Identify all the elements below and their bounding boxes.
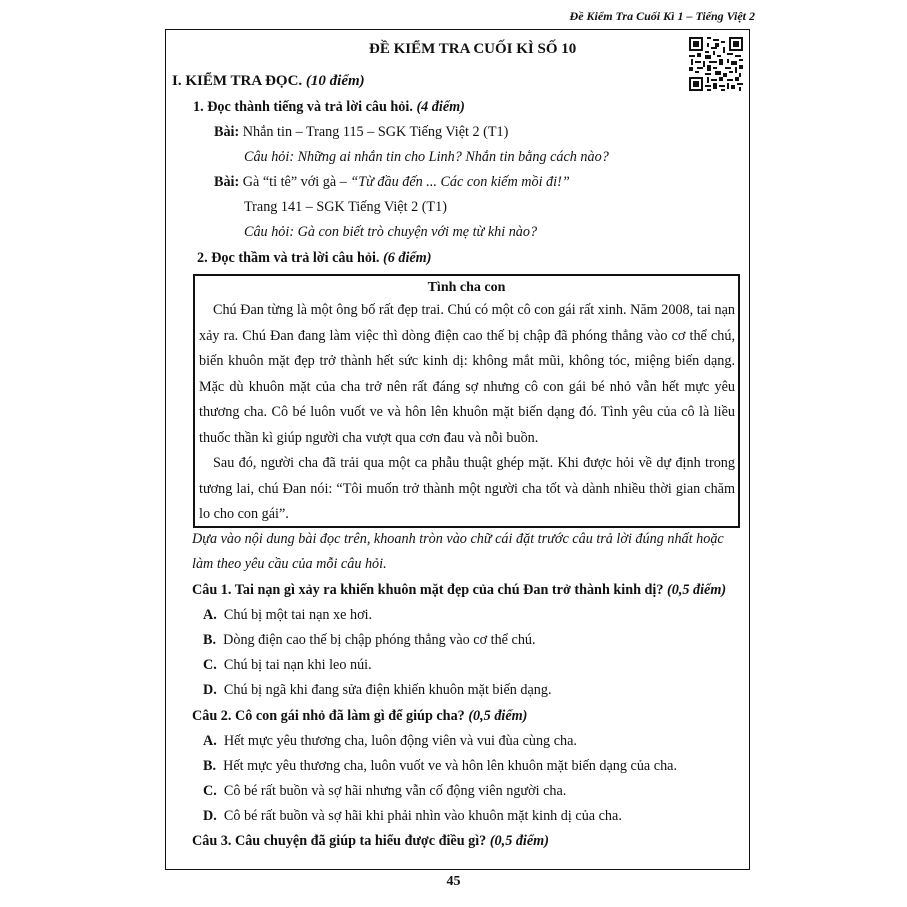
q1-option[interactable] — [203, 630, 536, 650]
option-text: Chú bị một tai nạn xe hơi. — [223, 607, 373, 623]
option-text: Hết mực yêu thương cha, luôn động viên và vui đùa cùng cha. — [223, 733, 577, 749]
option-text: Cô bé rất buồn và sợ hãi nhưng vẫn cố động viên người cha. — [223, 783, 567, 799]
part2-points: (6 điểm) — [382, 250, 432, 266]
option-text: Cô bé rất buồn và sợ hãi khi phải nhìn vào khuôn mặt kinh dị của cha. — [223, 808, 622, 824]
option-letter: D. — [203, 682, 217, 698]
q1-option[interactable] — [203, 605, 372, 625]
question-2-points: (0,5 điểm) — [468, 708, 528, 724]
option-letter: C. — [203, 783, 217, 799]
question-3-points: (0,5 điểm) — [489, 833, 549, 849]
q2-option[interactable] — [203, 781, 566, 801]
part2-heading-text: 2. Đọc thầm và trả lời câu hỏi. — [197, 250, 380, 266]
option-text: Chú bị tai nạn khi leo núi. — [223, 657, 372, 673]
instruction-line-1: Dựa vào nội dung bài đọc trên, khoanh tròn vào chữ cái đặt trước câu trả lời đúng nhất hoặc — [192, 531, 724, 547]
lesson1-label: Bài: — [214, 124, 240, 140]
lesson2-quote: “Từ đầu đến ... Các con kiếm mồi đi!” — [350, 174, 570, 190]
part1-heading-text: 1. Đọc thành tiếng và trả lời câu hỏi. — [193, 99, 413, 115]
option-letter: B. — [203, 632, 217, 648]
question-3-text: Câu 3. Câu chuyện đã giúp ta hiểu được điều gì? — [192, 833, 487, 849]
question-1-points: (0,5 điểm) — [667, 582, 727, 598]
option-text: Chú bị ngã khi đang sửa điện khiến khuôn mặt biến dạng. — [223, 682, 552, 698]
page-number: 45 — [446, 874, 461, 889]
question-3 — [192, 831, 549, 851]
passage-paragraph-2: Sau đó, người cha đã trải qua một ca phẫu thuật ghép mặt. Khi được hỏi về dự định trong tương lai, chú Đan nói: “Tôi muốn trở thành một người cha tốt và dành nhiều thời gian chăm lo cho con gái”. — [199, 455, 735, 522]
question-1-text: Câu 1. Tai nạn gì xảy ra khiến khuôn mặt đẹp của chú Đan trở thành kinh dị? — [192, 582, 664, 598]
instruction-line-2: làm theo yêu cầu của mỗi câu hỏi. — [192, 556, 387, 572]
option-text: Hết mực yêu thương cha, luôn vuốt ve và hôn lên khuôn mặt biến dạng của cha. — [223, 758, 678, 774]
q2-option[interactable] — [203, 731, 577, 751]
passage-paragraph-1: Chú Đan từng là một ông bố rất đẹp trai. Chú có một cô con gái rất xinh. Năm 2008, tai nạn xảy ra. Chú Đan đang làm việc thì dòng điện cao thế bị chập đã phóng thẳng vào cơ thể chú, biến khuôn mặt đẹp trở thành hết sức kinh dị: không mắt mũi, không tóc, miệng biến dạng. Mặc dù khuôn mặt của cha trở nên rất đáng sợ nhưng cô con gái bé nhỏ vẫn hết mực yêu thương cha. Cô bé luôn vuốt ve và hôn lên khuôn mặt biến dạng đó. Tình yêu của cô là liều thuốc thần kì giúp người cha vượt qua cơn đau và nỗi buồn. — [199, 302, 735, 446]
q1-option[interactable] — [203, 655, 372, 675]
section-heading — [172, 71, 365, 91]
q2-option[interactable] — [203, 756, 677, 776]
q2-option[interactable] — [203, 806, 622, 826]
lesson2-label: Bài: — [214, 174, 240, 190]
q1-option[interactable] — [203, 680, 552, 700]
question-1 — [192, 580, 726, 600]
option-letter: A. — [203, 607, 217, 623]
lesson1-question: Câu hỏi: Những ai nhắn tin cho Linh? Nhắn tin bằng cách nào? — [244, 149, 609, 165]
option-letter: D. — [203, 808, 217, 824]
lesson2-page: Trang 141 – SGK Tiếng Việt 2 (T1) — [244, 199, 447, 215]
lesson1-text: Nhắn tin – Trang 115 – SGK Tiếng Việt 2 (T1) — [242, 124, 509, 140]
qr-code-icon — [689, 37, 743, 91]
option-letter: A. — [203, 733, 217, 749]
lesson1-line — [214, 122, 508, 142]
option-text: Dòng điện cao thế bị chập phóng thẳng vào cơ thể chú. — [223, 632, 536, 648]
lesson2-question: Câu hỏi: Gà con biết trò chuyện với mẹ từ khi nào? — [244, 224, 538, 240]
option-letter: B. — [203, 758, 217, 774]
passage-title: Tình cha con — [427, 280, 506, 295]
running-header: Đề Kiểm Tra Cuối Kì 1 – Tiếng Việt 2 — [569, 9, 755, 23]
section-heading-text: I. KIỂM TRA ĐỌC. — [172, 73, 303, 89]
lesson2-text: Gà “tỉ tê” với gà – — [242, 174, 347, 190]
page-title: ĐỀ KIỂM TRA CUỐI KÌ SỐ 10 — [369, 41, 577, 57]
part2-heading — [197, 248, 431, 268]
part1-points: (4 điểm) — [416, 99, 465, 115]
option-letter: C. — [203, 657, 217, 673]
reading-passage-box — [193, 274, 740, 528]
part1-heading — [193, 97, 465, 117]
question-2-text: Câu 2. Cô con gái nhỏ đã làm gì để giúp cha? — [192, 708, 465, 724]
section-points: (10 điểm) — [305, 73, 365, 89]
lesson2-line — [214, 172, 570, 192]
question-2 — [192, 706, 527, 726]
